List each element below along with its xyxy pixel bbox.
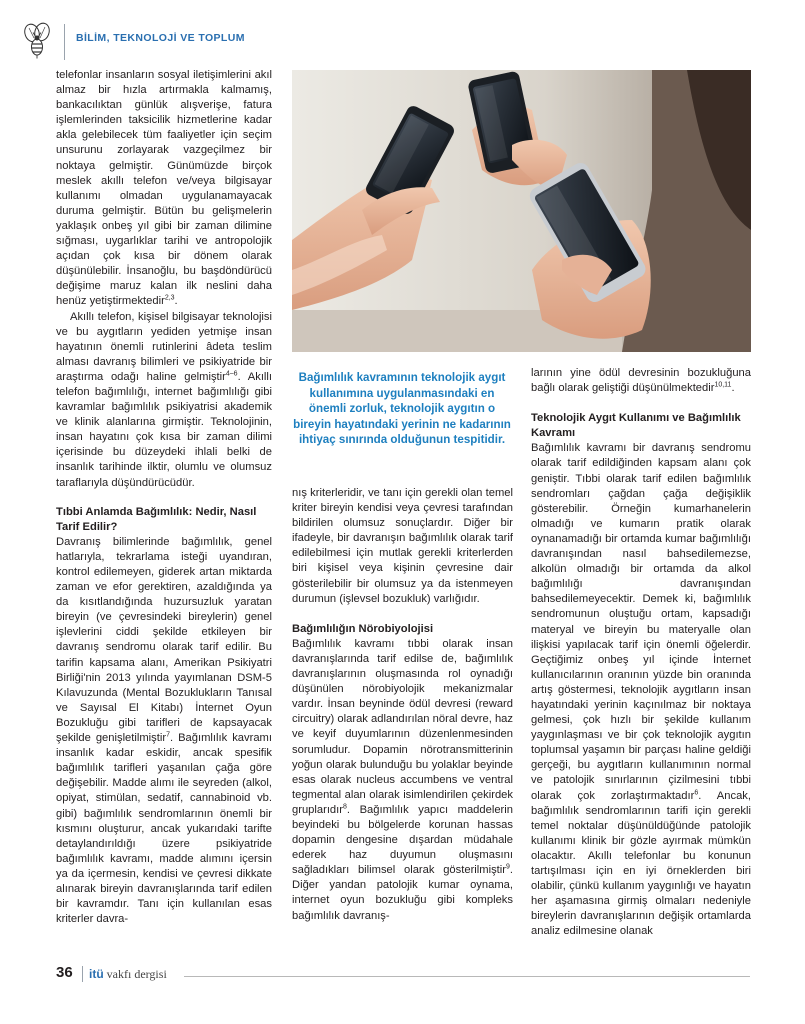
- section-heading: Tıbbi Anlamda Bağımlılık: Nedir, Nasıl Tarif Edilir?: [56, 505, 257, 533]
- footnote-ref: 4–6: [225, 370, 238, 378]
- column-3: [531, 366, 751, 939]
- footnote-ref: 2,3: [164, 294, 175, 302]
- column-2: [292, 486, 513, 924]
- page-header: [20, 20, 780, 62]
- pull-quote: Bağımlılık kavramının teknolojik aygıt kullanımına uygulanmasındaki en önemli zorluk, teknolojik aygıtın o bireyin hayatındaki yerinin ne kadarının ihtiyaç sınırında olduğunun tespitidir.: [293, 371, 511, 447]
- footnote-ref: 8: [343, 803, 347, 811]
- paragraph: Davranış bilimlerinde bağımlılık, genel hatlarıyla, tekrarlama isteği uyandıran, kontrol edilemeyen, giderek artan miktarda zaman ve efor gerektiren, azaldığında ya da kısıtlandığında huzursuzluk yaratan bireyin (ve çevresindeki bireylerin) genel işlevlerini ciddi şekilde etkileyen bir davranış sendromu olarak tarif edilir. Bu tarifin kapsama alanı, Amerikan Psikiyatri Birliği'nin 2013 yılında yayımlanan DSM-5 Kılavuzunda (Mental Bozuklukların Tanısal ve Sayısal El Kitabı) İnternet Oyun Bozukluğu gibi tarifleri de kapsayacak şekilde genişletilmiştir$^7$. Bağımlılık kavramı insanlık kadar eskidir, ancak spesifik bağımlılık tarifleri yaşanılan çağa göre değişebilir. Madde alımı ile seyreden (alkol, opiyat, stimülan, sedatif, cannabinoid vb. gibi) bağımlılık sendromlarının önemli bir kısmını oluşturur, ancak yukarıdaki tarifte detaylandırıldığı üzere psikiyatride bağımlılık kavramı, madde alımını içersin ya da içermesin, kendisi ve çevresi dikkate alınarak bireyin davranışlarında tarif edilen bir kavramdır. Tanı için kullanılan esas kriterler davra-: [56, 535, 272, 926]
- section-heading: Teknolojik Aygıt Kullanımı ve Bağımlılık Kavramı: [531, 412, 741, 440]
- paragraph: Bağımlılık kavramı bir davranış sendromu olarak tarif edildiğinden kapsam alanı çok geniştir. Tıbbi olarak tarif edilen bağımlılık sendromları çağdan çağa değişiklik gösterebilir. Örneğin kumarhanelerin olmadığı ve kumarın pratik olarak oynanamadığı bir ortamda kumar bağımlılığı davranışından nasıl bahsedilemezse, alkolün olmadığı bir ortamda da alkol bağımlılığı davranışından bahsedilemeyecektir. Demek ki, bağımlılık sendromunun oluştuğu ortam, kapsadığı materyal ve bireyin bu materyalle olan ilişkisi yapılacak tarif için önemli öğelerdir. Geçtiğimiz onbeş yıl içinde İnternet kullanıcılarının oranının yüzde bin oranında artış göstermesi, teknolojik aygıtların insan hayatındaki yerinin kaçınılmaz bir noktaya gelmesi, çok hızlı bir şekilde kullanım yaygınlaşması ve bir çok teknolojik aygıtın toplumsal yaşamın bir parçası haline geldiği gerçeği, bu aygıtların kullanımının normal ve patolojik sınırlarının çizilmesini tıbbi olarak çok zorlaştırmaktadır$^6$. Ancak, bağımlılık sendromlarının tarifi için gerekli temel noktalar düşünüldüğünde patolojik kullanımı klinik bir gözle ayırmak mümkün olacaktır. Akıllı telefonlar bu konunun tartışılması için en iyi örneklerden biri olabilir, çünkü kullanım yaygınlığı ve hayatın her aşamasına girmiş olmaları nedeniyle bireylerin davranışlarının değişik ortamlarda analiz edilmesine olanak: [531, 442, 751, 938]
- hands-smartphones-image: [292, 70, 751, 352]
- page-number: 36: [56, 964, 73, 981]
- section-heading: Bağımlılığın Nörobiyolojisi: [292, 622, 434, 635]
- footnote-ref: 9: [505, 863, 510, 871]
- footer-divider: [82, 966, 83, 982]
- magazine-name: itü vakfı dergisi: [89, 967, 167, 981]
- paragraph: nış kriterleridir, ve tanı için gerekli olan temel kriter bireyin kendisi veya çevresi tarafından bildirilen olumsuz sonuçlardır. Diğer bir ifadeyle, bir davranışın bağımlılık olarak tarif edilebilmesi için mutlak gerekli kriterlerden biri kişisel veya kişinin çevresine dair gösterilebilir bir olumsuz ya da istenmeyen durumun (işlevsel bozukluk) varlığıdır.: [292, 487, 513, 605]
- header-divider: [64, 24, 65, 60]
- bee-logo-icon: [20, 20, 54, 60]
- footnote-ref: 10,11: [714, 381, 732, 389]
- paragraph: Akıllı telefon, kişisel bilgisayar teknolojisi ve bu aygıtların yediden yetmişe insan hayatının önemli rutinlerini âdeta teslim alması davranış bilimleri ve psikiyatride bir araştırma odağı haline gelmiştir$^{4-6}$. Akıllı telefon bağımlılığı, internet bağımlılığı gibi kavramlar bağımlılık psikiyatrisi akademik ve klinik alanlarına girmiştir. Teknolojinin, insan hayatını çok kısa bir zaman dilimi içerisinde bu düzeydeki ihlali belki de insanlık tarihinde ilktir, olumlu ve olumsuz taraflarıyla düşündürücüdür.: [56, 310, 273, 489]
- paragraph: larının yine ödül devresinin bozukluğuna bağlı olarak geliştiği düşünülmektedir$^{10,11}$.: [531, 367, 751, 395]
- article-photo: [292, 70, 751, 352]
- footer-rule: [184, 976, 750, 977]
- footnote-ref: 7: [166, 731, 170, 739]
- section-title: BİLİM, TEKNOLOJİ VE TOPLUM: [76, 32, 245, 44]
- footnote-ref: 6: [694, 788, 699, 796]
- column-1: [56, 68, 272, 927]
- page-footer: [56, 964, 756, 984]
- paragraph: telefonlar insanların sosyal iletişimlerini akıl almaz bir hızla artırmakla kalmamış, bankacılıktan günlük alışverişe, fatura işlemlerinden taksicilik hizmetlerine kadar akla gelebilecek tüm faaliyetler için seçim unsurunu zorlayarak vazgeçilmez bir noktaya gelmiştir. Günümüzde birçok meslek akıllı telefon ve/veya bilgisayar kullanımı olmadan uygulanamayacak duruma gelmiştir. Bütün bu gelişmelerin yaklaşık onbeş yıl gibi bir zaman dilimine sığması, uygarlıklar tarihi ve antropolojik açıdan çok kısa bir dönem olarak düşünülebilir. İnsanoğlu, bu başdöndürücü değişime maruz kalan ilk neslini daha henüz yetiştirmektedir$^{2,3}$.: [56, 69, 272, 308]
- paragraph: Bağımlılık kavramı tıbbi olarak insan davranışlarında tarif edilse de, bağımlılık davranışlarının oluşmasında rol oynadığı düşünülen nörobiyolojik mekanizmalar vardır. İnsan beyninde ödül devresi (reward circuitry) olarak adlandırılan nöral devre, haz ve keyif duyumlarının düzenlenmesinden sorumludur. Dopamin nörotransmitterinin yoğun olarak bulunduğu bu yolaklar beyinde esas olarak nucleus accumbens ve ventral tegmental alan olarak isimlendirilen çekirdek gruplarıdır$^8$. Bağımlılık yapıcı maddelerin beyindeki bu bölgelerde korunan hassas dopamin dengesine dışardan müdahale ederek haz duyumun oluşmasını sağladıkları bilimsel olarak gösterilmiştir$^9$. Diğer yandan patolojik kumar oynama, internet oyun bozukluğu gibi kompleks bağımlılık davranış-: [292, 637, 513, 922]
